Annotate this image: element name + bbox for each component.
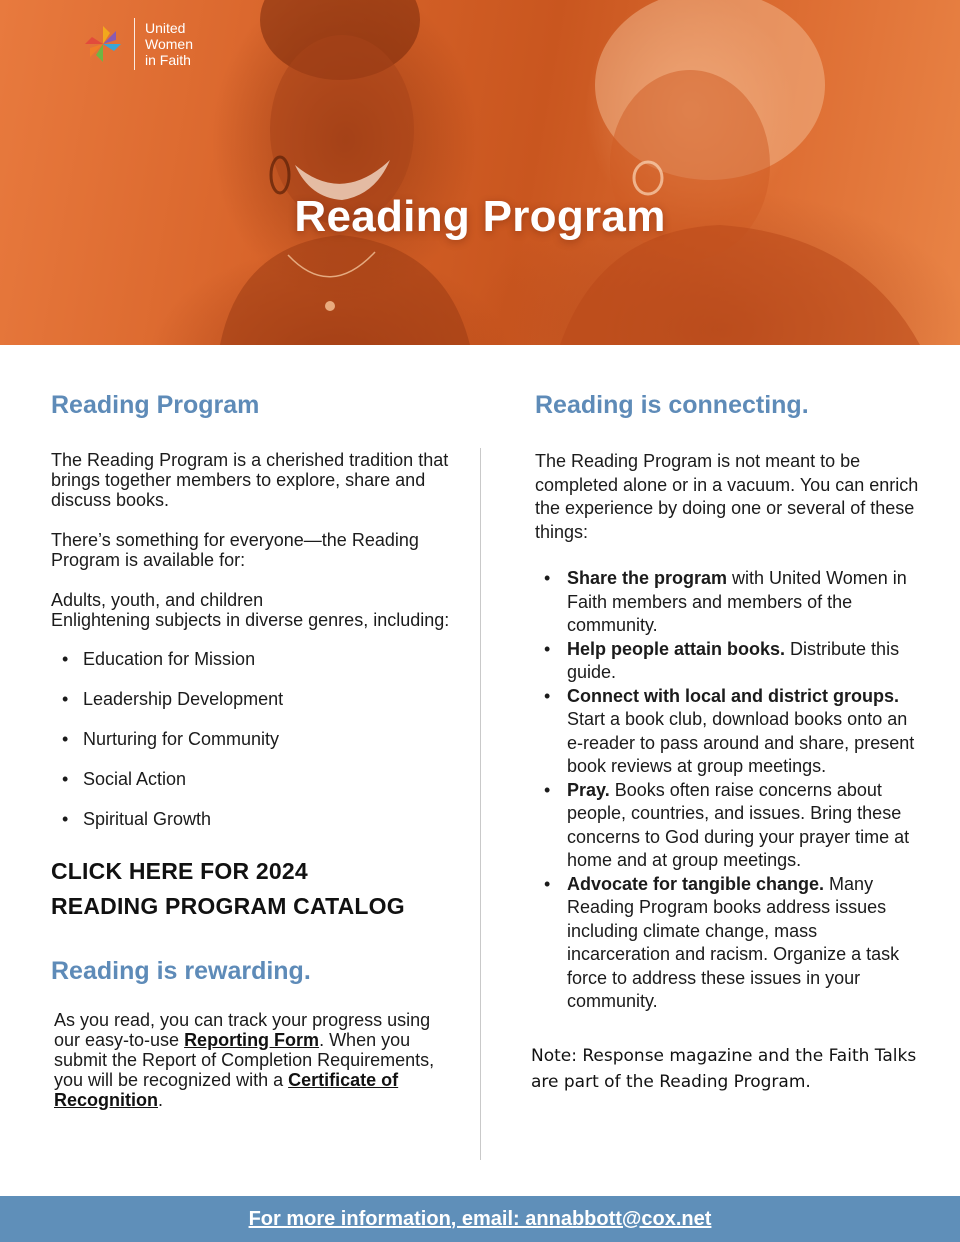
action-title: Connect with local and district groups. (567, 685, 900, 706)
rewarding-text (54, 1010, 451, 1110)
logo-line: in Faith (145, 52, 191, 68)
action-text: with United Women in Faith members and members of the community. (567, 568, 907, 635)
genre-list (62, 649, 451, 829)
connecting-intro-text: The Reading Program is not meant to be completed alone or in a vacuum. You can enrich the experience by doing one or several of these things: (535, 451, 919, 542)
list-item: • Spiritual Growth (62, 809, 451, 829)
united-women-in-faith-logo[interactable] (82, 18, 193, 70)
certificate-link[interactable]: Certificate of Recognition (54, 1070, 399, 1110)
reading-program-heading: Reading Program (51, 391, 260, 419)
reporting-form-link[interactable]: Reporting Form (184, 1030, 320, 1050)
flower-logo-icon (82, 23, 124, 65)
left-column (51, 388, 451, 1110)
reading-rewarding-heading: Reading is rewarding. (51, 957, 311, 985)
hero-banner (0, 0, 960, 345)
list-item (535, 873, 925, 1014)
contact-email-link[interactable]: For more information, email: annabbott@cox.net (248, 1207, 712, 1230)
rewarding-text-part: . When you submit the Report of Completion Requirements, you will be recognized with a (54, 1030, 435, 1090)
action-title: Help people attain books. (567, 638, 786, 659)
action-text: Distribute this guide. (567, 638, 900, 682)
rewarding-text-part: . (158, 1090, 164, 1110)
action-title: Advocate for tangible change. (567, 873, 825, 894)
action-list (535, 567, 925, 1014)
hero-title: Reading Program (294, 192, 666, 241)
catalog-link-line: CLICK HERE FOR 2024 (51, 858, 308, 884)
logo-line: Women (145, 36, 193, 52)
logo-wordmark (145, 20, 193, 68)
catalog-link[interactable] (51, 854, 451, 924)
action-text: Books often raise concerns about people, countries, and issues. Bring these concerns to God during your prayer time at home and at group meetings. (567, 779, 910, 870)
list-item: • Education for Mission (62, 649, 451, 669)
program-intro-text: The Reading Program is a cherished tradition that brings together members to explore, share and discuss books. (51, 450, 449, 510)
list-item: • Leadership Development (62, 689, 451, 709)
action-text: Start a book club, download books onto an e-reader to pass around and share, present book reviews at group meetings. (567, 709, 915, 776)
genres-intro-line: Enlightening subjects in diverse genres, including: (51, 610, 450, 630)
logo-divider (134, 18, 135, 70)
rewarding-text-part: As you read, you can track your progress using our easy-to-use (54, 1010, 431, 1050)
action-title: Pray. (567, 779, 610, 800)
everyone-text: There’s something for everyone—the Reading Program is available for: (51, 530, 419, 570)
reading-connecting-heading: Reading is connecting. (535, 391, 809, 419)
audience-line: Adults, youth, and children (51, 590, 264, 610)
logo-line: United (145, 20, 186, 36)
list-item (535, 567, 925, 638)
footer-bar (0, 1196, 960, 1242)
catalog-link-line: READING PROGRAM CATALOG (51, 893, 405, 919)
hero-photo-woman-right (520, 0, 940, 345)
action-text: Many Reading Program books address issues including climate change, mass incarceration and racism. Organize a task force to address these issues in your community. (567, 873, 900, 1011)
note-text: Note: Response magazine and the Faith Talks are part of the Reading Program. (531, 1045, 917, 1092)
list-item (535, 685, 925, 779)
list-item (535, 638, 925, 685)
right-column (531, 388, 925, 1095)
hero-photo-woman-left (200, 0, 490, 345)
column-divider (480, 448, 481, 1160)
list-item: • Nurturing for Community (62, 729, 451, 749)
list-item: • Social Action (62, 769, 451, 789)
list-item (535, 779, 925, 873)
action-title: Share the program (567, 568, 728, 588)
